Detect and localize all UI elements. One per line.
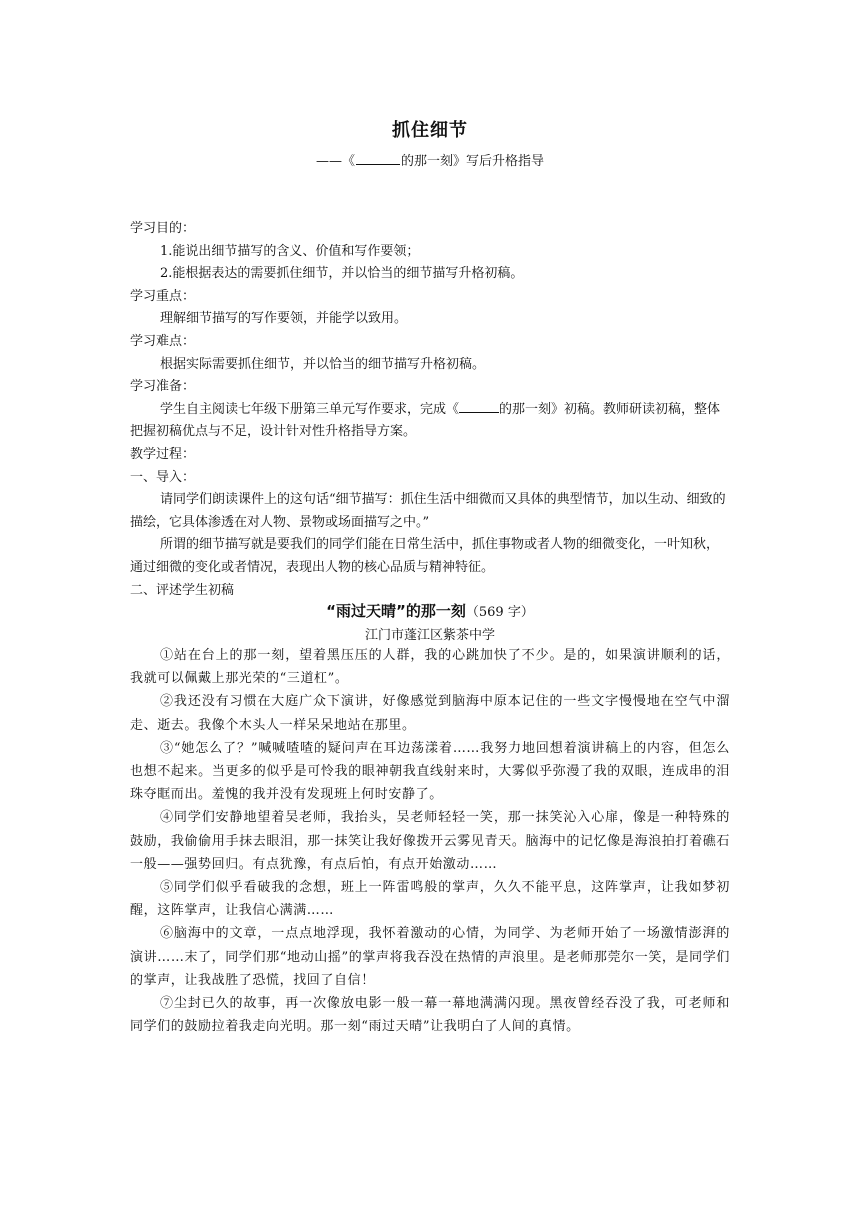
essay-paragraph-6: ⑥脑海中的文章，一点点地浮现，我怀着激动的心情，为同学、为老师开始了一场激情澎湃的演讲……末了，同学们那“地动山摇”的掌声将我吞没在热情的声浪里。是老师那莞尔一笑，是同学们的掌声，让我战胜了恐慌，找回了自信！ <box>130 926 730 988</box>
essay-title-text: “雨过天晴”的那一刻 <box>326 602 466 620</box>
prep-text-b: 的那一刻》初稿。教师研读初稿，整体把握初稿优点与不足，设计针对性升格指导方案。 <box>130 401 721 440</box>
essay-paragraph-7: ⑦尘封已久的故事，再一次像放电影一般一幕一幕地满满闪现。黑夜曾经吞没了我，可老师和同学们的鼓励拉着我走向光明。那一刻“雨过天晴”让我明白了人间的真情。 <box>130 996 730 1035</box>
prep-text-a: 学生自主阅读七年级下册第三单元写作要求，完成《 <box>160 401 460 417</box>
difficulty-text: 根据实际需要抓住细节，并以恰当的细节描写升格初稿。 <box>160 356 486 372</box>
lesson-plan-body <box>130 218 730 602</box>
goal-item-2: 2.能根据表达的需要抓住细节，并以恰当的细节描写升格初稿。 <box>160 266 524 282</box>
essay-word-count: （569 字） <box>465 605 534 620</box>
essay-school: 江门市蓬江区紫茶中学 <box>364 628 495 643</box>
page-subtitle <box>0 150 860 169</box>
essay-title <box>0 600 860 621</box>
subtitle-prefix: ——《 <box>315 154 355 169</box>
difficulty-label: 学习难点： <box>130 333 196 349</box>
goal-label: 学习目的： <box>130 221 196 236</box>
focus-text: 理解细节描写的写作要领，并能学以致用。 <box>160 311 408 327</box>
page-title: 抓住细节 <box>392 120 468 141</box>
essay-paragraph-5: ⑤同学们似乎看破我的念想，班上一阵雷鸣般的掌声，久久不能平息，这阵掌声，让我如梦初醒，这阵掌声，让我信心满满…… <box>130 880 730 919</box>
step-1-label: 一、导入： <box>130 469 196 485</box>
essay-paragraph-3: ③“她怎么了？”喊喊喳喳的疑问声在耳边荡漾着……我努力地回想着演讲稿上的内容，但怎么也想不起来。当更多的似乎是可怜我的眼神朝我直线射来时，大雾似乎弥漫了我的双眼，连成串的泪珠夺眶而出。羞愧的我并没有发现班上何时安静了。 <box>130 740 730 803</box>
process-label: 教学过程： <box>130 446 196 462</box>
goal-item-1: 1.能说出细节描写的含义、价值和写作要领； <box>160 243 420 259</box>
subtitle-suffix: 的那一刻》写后升格指导 <box>401 154 545 169</box>
fill-in-blank <box>459 400 499 413</box>
essay-body <box>130 644 730 1038</box>
fill-in-blank <box>356 152 400 165</box>
essay-paragraph-1: ①站在台上的那一刻，望着黑压压的人群，我的心跳加快了不少。是的，如果演讲顺利的话，我就可以佩戴上那光荣的“三道杠”。 <box>130 648 730 687</box>
focus-label: 学习重点： <box>130 288 196 304</box>
essay-paragraph-2: ②我还没有习惯在大庭广众下演讲，好像感觉到脑海中原本记住的一些文字慢慢地在空气中溜走、逝去。我像个木头人一样呆呆地站在那里。 <box>130 694 730 733</box>
step-2-label: 二、评述学生初稿 <box>130 582 235 598</box>
essay-paragraph-4: ④同学们安静地望着吴老师，我抬头，吴老师轻轻一笑，那一抹笑沁入心扉，像是一种特殊的鼓励，我偷偷用手抹去眼泪，那一抹笑让我好像拨开云雾见青天。脑海中的记忆像是海浪拍打着礁石一般——强势回归。有点犹豫，有点后怕，有点开始激动…… <box>130 810 730 872</box>
intro-paragraph-1: 请同学们朗读课件上的这句话“细节描写：抓住生活中细微而又具体的典型情节，加以生动、细致的描绘，它具体渗透在对人物、景物或场面描写之中。” <box>130 492 726 530</box>
prep-label: 学习准备： <box>130 379 196 395</box>
intro-paragraph-2: 所谓的细节描写就是要我们的同学们能在日常生活中，抓住事物或者人物的细微变化，一叶知秋，通过细微的变化或者情况，表现出人物的核心品质与精神特征。 <box>130 537 720 575</box>
prep-text <box>130 399 730 444</box>
